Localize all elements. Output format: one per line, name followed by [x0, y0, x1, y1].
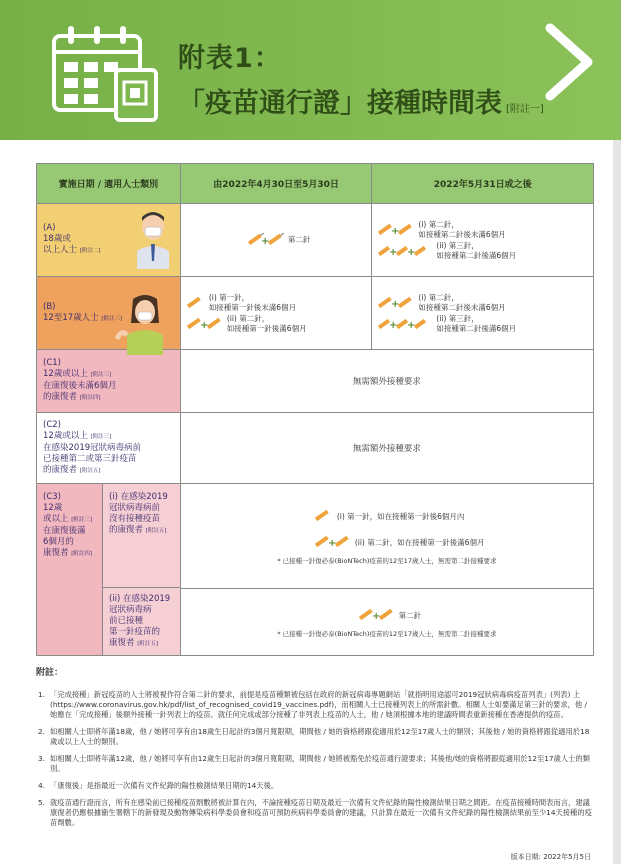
svg-text:+: +: [199, 319, 209, 331]
category-c3-sub-ii: [103, 588, 180, 655]
category-c2-cell: [37, 413, 181, 484]
category-b-note: [附註三]: [101, 315, 123, 322]
category-c3-line5: 康復者: [43, 548, 69, 558]
svg-text:+: +: [371, 611, 381, 623]
category-c2-line2: 在感染2019冠狀病毒病前: [43, 442, 142, 453]
row-b-mid-dose-ii: [185, 314, 372, 333]
row-c2-requirement: 無需額外接種要求: [180, 413, 593, 484]
category-c1-cell: [37, 350, 181, 413]
category-c2-line4: 的康復者: [43, 464, 78, 475]
row-a-right-dose-ii: [376, 241, 593, 260]
note-number: 1.: [38, 690, 45, 699]
svg-text:+: +: [391, 225, 400, 237]
category-c2-line1: 12歲或以上: [43, 430, 88, 441]
category-a-cell: [37, 204, 181, 277]
header-period-1: 由2022年4月30日至5月30日: [180, 164, 372, 204]
category-c3-sub-i: [103, 484, 180, 588]
category-c3-cell: [37, 484, 181, 656]
category-c3-sub-ii-line5: 康復者: [109, 638, 135, 648]
row-a-right-ii-line1: (ii) 第三針，: [436, 241, 479, 250]
category-c2-note1: [附註三]: [90, 433, 112, 440]
row-b-right-i-line2: 如接種第二針後未滿6個月: [418, 302, 506, 312]
banner-title-main: 「疫苗通行證」接種時間表: [178, 88, 502, 119]
category-c3-line4: 6個月的: [43, 537, 74, 547]
row-b-mid-ii-line2: 如接種第一針後滿6個月: [226, 323, 307, 333]
row-c1-requirement: 無需額外接種要求: [180, 350, 593, 413]
svg-text:+: +: [327, 538, 337, 550]
category-c1-note2: [附註四]: [79, 395, 101, 401]
category-a-line1: 18歲或: [43, 234, 71, 244]
syringe-icon: [185, 316, 223, 332]
row-a-right-dose-i: [376, 220, 593, 239]
svg-text:+: +: [389, 319, 398, 331]
syringe-icon: [313, 534, 351, 550]
syringe-icon: [246, 232, 284, 248]
svg-text:+: +: [260, 236, 270, 247]
category-c1-line3: 的康復者: [43, 392, 78, 402]
banner-title-line2: [178, 81, 544, 120]
row-b-mid-dose-i: [185, 293, 372, 312]
adult-man-icon: [131, 211, 175, 269]
svg-text:+: +: [389, 246, 398, 258]
category-c2-label: [37, 420, 180, 477]
table-row-a: [37, 204, 594, 277]
category-c2-code: (C2): [43, 419, 61, 430]
syringe-icon: [357, 607, 395, 623]
note-text: 就疫苗通行證而言，所有在感染前已接種疫苗劑數將被計算在內，不論接種疫苗日期及最近一次備有文件紀錄的陽性檢測結果日期之間距。在疫苗接種時間表而言，建議康復者仍應根據衞生署轄下的新發現及動物傳染病科學委員會和疫苗可預防疾病科學委員會的建議，只計算在最近一次備有文件紀錄的陽性檢測結果前至少14天接種的疫苗劑數。: [50, 798, 592, 827]
syringe-icon: [313, 508, 333, 524]
row-c3-ii-dose: [185, 607, 593, 623]
row-a-mid-dose-label: 第二針: [287, 235, 311, 245]
syringe-icon: [376, 295, 414, 311]
category-b-cell: [37, 277, 181, 350]
category-c3-line2: 或以上: [43, 514, 69, 524]
row-c3-ii-footnote: * 已接種一針復必泰(BioNTech)疫苗的12至17歲人士，無需第二針接種要求: [277, 630, 497, 639]
syringe-icon: [185, 295, 205, 311]
row-c3-i-dose-2-label: (ii) 第二針，如在接種第一針後滿6個月: [354, 537, 485, 547]
category-a-note: [附註二]: [79, 248, 101, 254]
category-c1-label: [37, 358, 180, 404]
category-c3-sub-ii-line1: (ii) 在感染2019: [109, 594, 171, 604]
row-b-mid-i-line1: (i) 第一針，: [208, 293, 250, 302]
category-b-code: (B): [43, 301, 56, 312]
category-a-code: (A): [43, 223, 56, 233]
note-item: [36, 727, 596, 747]
row-c3-i-dose-1: [313, 508, 593, 524]
row-a-mid-cell: [180, 204, 372, 277]
row-c3-ii-dose-label: 第二針: [398, 610, 422, 620]
row-c3-i-dose-1-label: (i) 第一針，如在接種第一針後6個月內: [336, 511, 465, 521]
schedule-table: [36, 163, 594, 656]
category-c3-sub-ii-line4: 第一針疫苗的: [109, 627, 161, 637]
category-c1-note1: [附註三]: [90, 372, 112, 378]
version-date: 版本日期: 2022年5月5日: [510, 853, 591, 861]
category-c3-line3: 在康復後滿: [43, 526, 86, 536]
category-c3-sub-ii-note: [附註五]: [137, 641, 159, 647]
row-b-mid-ii-line1: (ii) 第二針，: [226, 314, 270, 323]
banner-title-line1: 附表1：: [178, 43, 282, 74]
table-row-c1: [37, 350, 594, 413]
category-b-line1: 12至17歲人士: [43, 312, 99, 323]
category-a-line2: 以上人士: [43, 245, 78, 255]
row-b-right-i-line1: (i) 第二針，: [418, 293, 459, 302]
syringe-icon: [376, 243, 432, 259]
note-item: [36, 690, 596, 720]
row-c3-ii-requirement: [180, 588, 593, 655]
category-c3-code: (C3): [43, 492, 61, 502]
table-header-row: [37, 164, 594, 204]
syringe-icon: [376, 222, 414, 238]
category-c2-line3: 已接種第二或第三針疫苗: [43, 453, 137, 464]
note-text: 如相關人士即將年滿18歲，他 / 她將可享有由18歲生日起計的3個月寬限期，期間他 / 她的資格將跟從適用於12至17歲人士的類別；其後他 / 她的資格將跟從適用於18歲或以上人士的類別。: [50, 727, 590, 746]
note-number: 5.: [38, 798, 45, 807]
notes-title: 附註：: [36, 668, 64, 678]
row-a-right-i-line1: (i) 第二針，: [418, 220, 459, 229]
row-b-mid-cell: [180, 277, 372, 350]
svg-text:+: +: [407, 319, 416, 331]
svg-text:+: +: [407, 246, 416, 258]
category-c3-sub-i-line2: 冠狀病毒病前: [109, 503, 161, 513]
row-b-right-cell: [372, 277, 594, 350]
table-row-c3-i: [37, 484, 594, 589]
row-a-right-ii-line2: 如接種第二針後滿6個月: [436, 250, 517, 260]
note-text: 如相關人士即將年滿12歲，他 / 她將可享有由12歲生日起計的3個月寬限期，期間他 / 她將被豁免於疫苗通行證要求；其後他/她的資格將跟從適用於12至17歲人士的類別。: [50, 754, 591, 773]
note-number: 3.: [38, 754, 45, 763]
table-row-c2: [37, 413, 594, 484]
notes-section: [36, 668, 596, 835]
teen-girl-icon: [115, 295, 177, 355]
category-c3-note1: [附註三]: [71, 517, 93, 523]
row-b-mid-i-line2: 如接種第一針後未滿6個月: [208, 302, 297, 312]
row-b-right-ii-line1: (ii) 第三針，: [436, 314, 479, 323]
note-item: [36, 781, 596, 791]
note-number: 2.: [38, 727, 45, 736]
category-c1-line1: 12歲或以上: [43, 369, 88, 379]
svg-text:+: +: [391, 298, 400, 310]
category-c1-code: (C1): [43, 358, 61, 368]
syringe-icon: [376, 316, 432, 332]
banner-title-block: [178, 36, 544, 120]
arrow-right-icon: [540, 22, 600, 102]
category-c1-line2: 在康復後未滿6個月: [43, 381, 117, 391]
banner-title-note: [附註一]: [506, 104, 544, 115]
row-a-right-i-line2: 如接種第二針後未滿6個月: [418, 229, 506, 239]
category-c3-label: [37, 484, 103, 655]
category-c3-sub-i-line1: (i) 在感染2019: [109, 492, 168, 502]
row-c3-i-footnote: * 已接種一針復必泰(BioNTech)疫苗的12至17歲人士，無需第二針接種要求: [277, 557, 497, 566]
category-c3-sub-i-note: [附註五]: [145, 528, 167, 534]
note-text: 「完成接種」新冠疫苗的人士將被視作符合第二針的要求，前提是疫苗種類被包括在政府的新冠病毒專題網站「就指明用途認可2019冠狀病毒病疫苗列表」(列表) 上 (https://www.coronavirus.gov.hk/pdf/list_of_recognised_covid19_vaccines.pdf)，而相關人士已接種列表上的所需針數。相關人士如要滿足第三針的要求，他 / 她應在「完成接種」後額外接種一針列表上的疫苗。就任何完成或部分接種了非列表上疫苗的人士，他 / 她須根據本地的建議時間表重新接種在香港提供的疫苗。: [50, 690, 588, 719]
category-c3-line1: 12歲: [43, 503, 63, 513]
row-a-mid-dose: [185, 232, 372, 248]
header-category: 實施日期 / 適用人士類別: [37, 164, 181, 204]
row-b-right-dose-i: [376, 293, 593, 312]
calendar-icon: [50, 22, 170, 122]
note-text: 「康復後」是指最近一次備有文件紀錄的陽性檢測結果日期的14天後。: [50, 781, 279, 790]
note-item: [36, 798, 596, 828]
header-banner: [0, 0, 621, 140]
note-number: 4.: [38, 781, 45, 790]
category-c3-note2: [附註四]: [71, 551, 93, 557]
row-b-right-ii-line2: 如接種第二針後滿6個月: [436, 323, 517, 333]
header-period-2: 2022年5月31日或之後: [372, 164, 594, 204]
category-c3-sub-ii-line2: 冠狀病毒病: [109, 605, 152, 615]
category-c3-sub-i-line4: 的康復者: [109, 525, 144, 535]
table-row-b: [37, 277, 594, 350]
category-c2-note2: [附註五]: [79, 467, 101, 474]
note-item: [36, 754, 596, 774]
row-c3-i-requirement: [180, 484, 593, 589]
category-c3-sub-i-line3: 沒有接種疫苗: [109, 514, 161, 524]
category-c3-sub-ii-line3: 前已接種: [109, 616, 144, 626]
row-b-right-dose-ii: [376, 314, 593, 333]
row-a-right-cell: [372, 204, 594, 277]
row-c3-i-dose-2: [313, 534, 593, 550]
